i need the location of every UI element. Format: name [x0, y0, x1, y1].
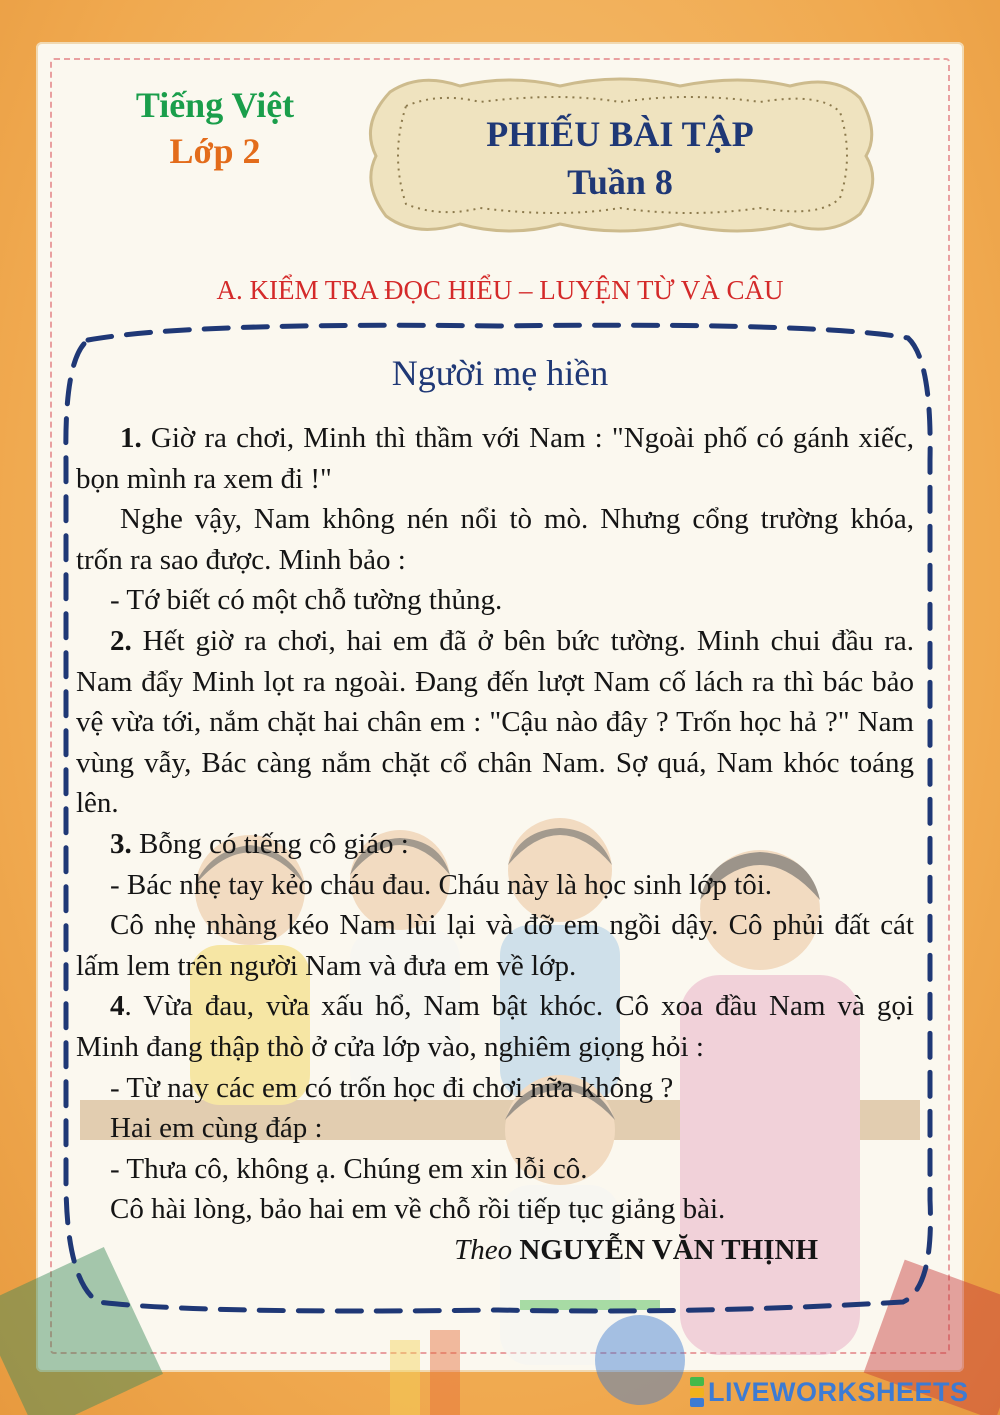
liveworksheets-logo-icon	[690, 1377, 704, 1407]
story-title: Người mẹ hiền	[391, 353, 609, 393]
credit-prefix: Theo	[454, 1233, 513, 1266]
credit-author: NGUYỄN VĂN THỊNH	[519, 1233, 818, 1266]
paragraph-text: Bỗng có tiếng cô giáo :	[131, 827, 409, 860]
paragraph-2: Nghe vậy, Nam không nén nổi tò mò. Nhưng cổng trường khóa, trốn ra sao được. Minh bảo :	[76, 503, 914, 576]
paragraph-9: - Từ nay các em có trốn học đi chơi nữa không ?	[110, 1071, 674, 1104]
paragraph-6: - Bác nhẹ tay kẻo cháu đau. Cháu này là học sinh lớp tôi.	[110, 868, 773, 901]
paragraph-7: Cô nhẹ nhàng kéo Nam lùi lại và đỡ em ngồi dậy. Cô phủi đất cát lấm lem trên người Nam và đưa em về lớp.	[76, 909, 914, 982]
title-line-1: PHIẾU BÀI TẬP	[486, 114, 754, 154]
grade-label: Lớp 2	[169, 131, 261, 171]
paragraph-text: Giờ ra chơi, Minh thì thầm với Nam : "Ngoài phố có gánh xiếc, bọn mình ra xem đi !"	[76, 422, 914, 495]
watermark-text: LIVEWORKSHEETS	[708, 1376, 969, 1407]
subject-header	[100, 82, 330, 174]
paragraph-number: 4	[110, 990, 125, 1023]
subject-label: Tiếng Việt	[135, 85, 295, 125]
paragraph-12: Cô hài lòng, bảo hai em về chỗ rồi tiếp tục giảng bài.	[110, 1193, 726, 1226]
paragraph-11: - Thưa cô, không ạ. Chúng em xin lỗi cô.	[110, 1152, 588, 1185]
paragraph-8	[76, 986, 914, 1067]
paragraph-10: Hai em cùng đáp :	[110, 1112, 323, 1145]
paragraph-number: 3.	[110, 827, 132, 860]
paragraph-1	[76, 418, 914, 499]
paragraph-3: - Tớ biết có một chỗ tường thủng.	[110, 584, 503, 617]
section-heading: A. KIỂM TRA ĐỌC HIỂU – LUYỆN TỪ VÀ CÂU	[216, 275, 784, 305]
paragraph-4	[76, 621, 914, 824]
story-text	[76, 418, 914, 1270]
paragraph-5	[76, 824, 914, 865]
paragraph-number: 1.	[120, 422, 142, 454]
paragraph-text: Hết giờ ra chơi, hai em đã ở bên bức tường. Minh chui đầu ra. Nam đẩy Minh lọt ra ngoài. Đang đến lượt Nam cố lách ra thì bác bảo vệ vừa tới, nắm chặt hai chân em : "Cậu nào đây ? Trốn học hả ?" Nam vùng vẫy, Bác càng nắm chặt cổ chân Nam. Sợ quá, Nam khóc toáng lên.	[76, 624, 914, 820]
paragraph-text: . Vừa đau, vừa xấu hổ, Nam bật khóc. Cô xoa đầu Nam và gọi Minh đang thập thò ở cửa lớp vào, nghiêm giọng hỏi :	[76, 990, 914, 1063]
liveworksheets-watermark	[690, 1374, 969, 1410]
paragraph-number: 2.	[110, 624, 132, 657]
title-line-2: Tuần 8	[567, 162, 673, 202]
worksheet-title	[360, 110, 880, 206]
story-credit	[76, 1230, 914, 1271]
